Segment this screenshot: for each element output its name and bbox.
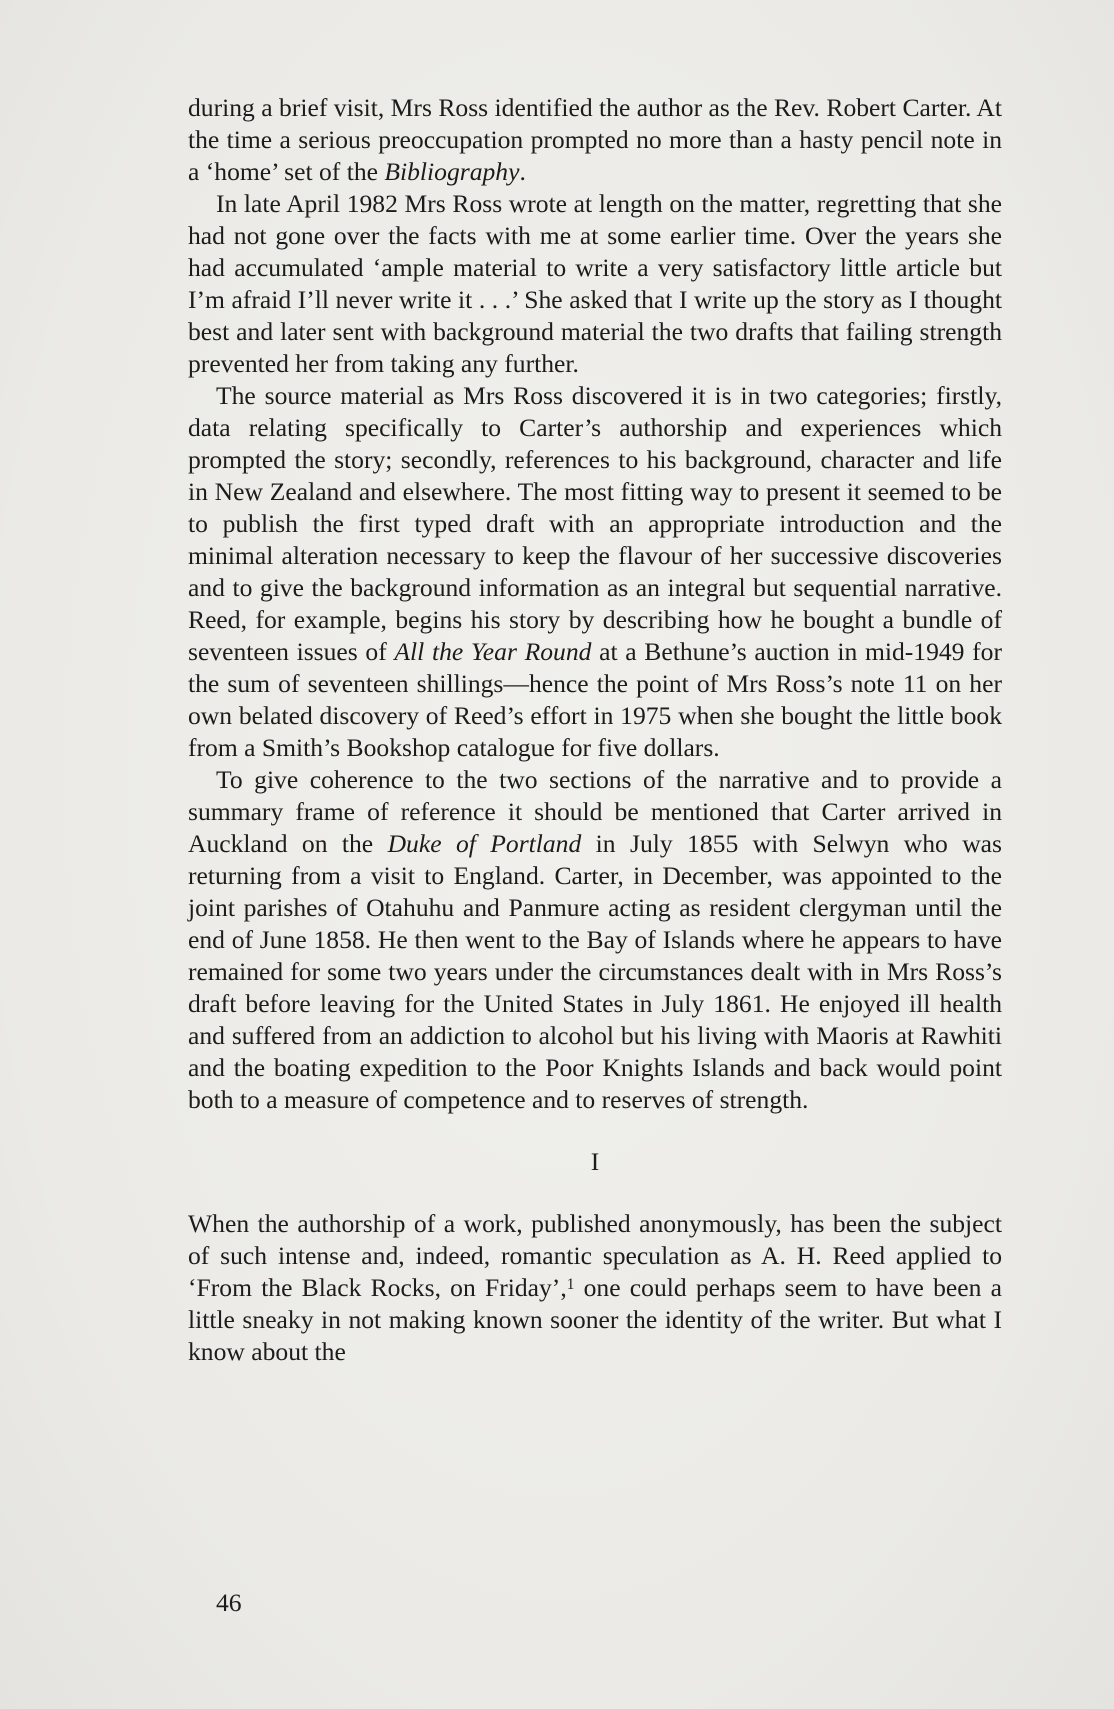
paragraph-4 [188, 764, 1002, 1116]
paragraph-4-text-a: To give coherence to the two sections of the narrative and to provide a summary frame of reference it should be mentioned that Carter arrived in Auckland on the [188, 765, 1002, 858]
ship-name: Duke of Portland [387, 829, 582, 858]
paragraph-1-text: during a brief visit, Mrs Ross identified the author as the Rev. Robert Carter. At the time a serious preoccupation prompted no more than a hasty pencil note in a ‘home’ set of the [188, 93, 1002, 186]
body-text [188, 92, 1002, 1368]
page-number: 46 [216, 1588, 242, 1617]
section-heading: I [590, 1147, 600, 1176]
paragraph-1 [188, 92, 1002, 188]
paragraph-2: In late April 1982 Mrs Ross wrote at length on the matter, regretting that she had not gone over the facts with me at some earlier time. Over the years she had accumulated ‘ample material to write a very satisfactory little article but I’m afraid I’ll never write it . . .’ She asked that I write up the story as I thought best and later sent with background material the two drafts that failing strength prevented her from taking any further. [188, 189, 1002, 378]
paragraph-5 [188, 1208, 1002, 1368]
paragraph-5-text-a: When the authorship of a work, published anonymously, has been the subject of such intense and, indeed, romantic speculation as A. H. Reed applied to ‘From the Black Rocks, on Friday’, [188, 1209, 1002, 1302]
paragraph-3-text-b: at a Bethune’s auction in mid-1949 for the sum of seventeen shillings—hence the point of Mrs Ross’s note 11 on her own belated discovery of Reed’s effort in 1975 when she bought the little book from a Smith’s Bookshop catalogue for five dollars. [188, 637, 1002, 762]
paragraph-3-text-a: The source material as Mrs Ross discovered it is in two categories; firstly, data relating specifically to Carter’s authorship and experiences which prompted the story; secondly, references to his background, character and life in New Zealand and elsewhere. The most fitting way to present it seemed to be to publish the first typed draft with an appropriate introduction and the minimal alteration necessary to keep the flavour of her successive discoveries and to give the background information as an integral but sequential narrative. Reed, for example, begins his story by describing how he bought a bundle of seventeen issues of [188, 381, 1002, 666]
periodical-title: All the Year Round [394, 637, 592, 666]
paragraph-4-text-b: in July 1855 with Selwyn who was returning from a visit to England. Carter, in December, was appointed to the joint parishes of Otahuhu and Panmure acting as resident clergyman until the end of June 1858. He then went to the Bay of Islands where he appears to have remained for some two years under the circumstances dealt with in Mrs Ross’s draft before leaving for the United States in July 1861. He enjoyed ill health and suffered from an addiction to alcohol but his living with Maoris at Rawhiti and the boating expedition to the Poor Knights Islands and back would point both to a measure of competence and to reserves of strength. [188, 829, 1002, 1114]
footnote-marker[interactable]: 1 [566, 1276, 575, 1293]
paragraph-3 [188, 380, 1002, 764]
paragraph-1-end: . [519, 157, 526, 186]
bibliography-title: Bibliography [384, 157, 520, 186]
paragraph-5-text-b: one could perhaps seem to have been a little sneaky in not making known sooner the identity of the writer. But what I know about the [188, 1273, 1002, 1366]
